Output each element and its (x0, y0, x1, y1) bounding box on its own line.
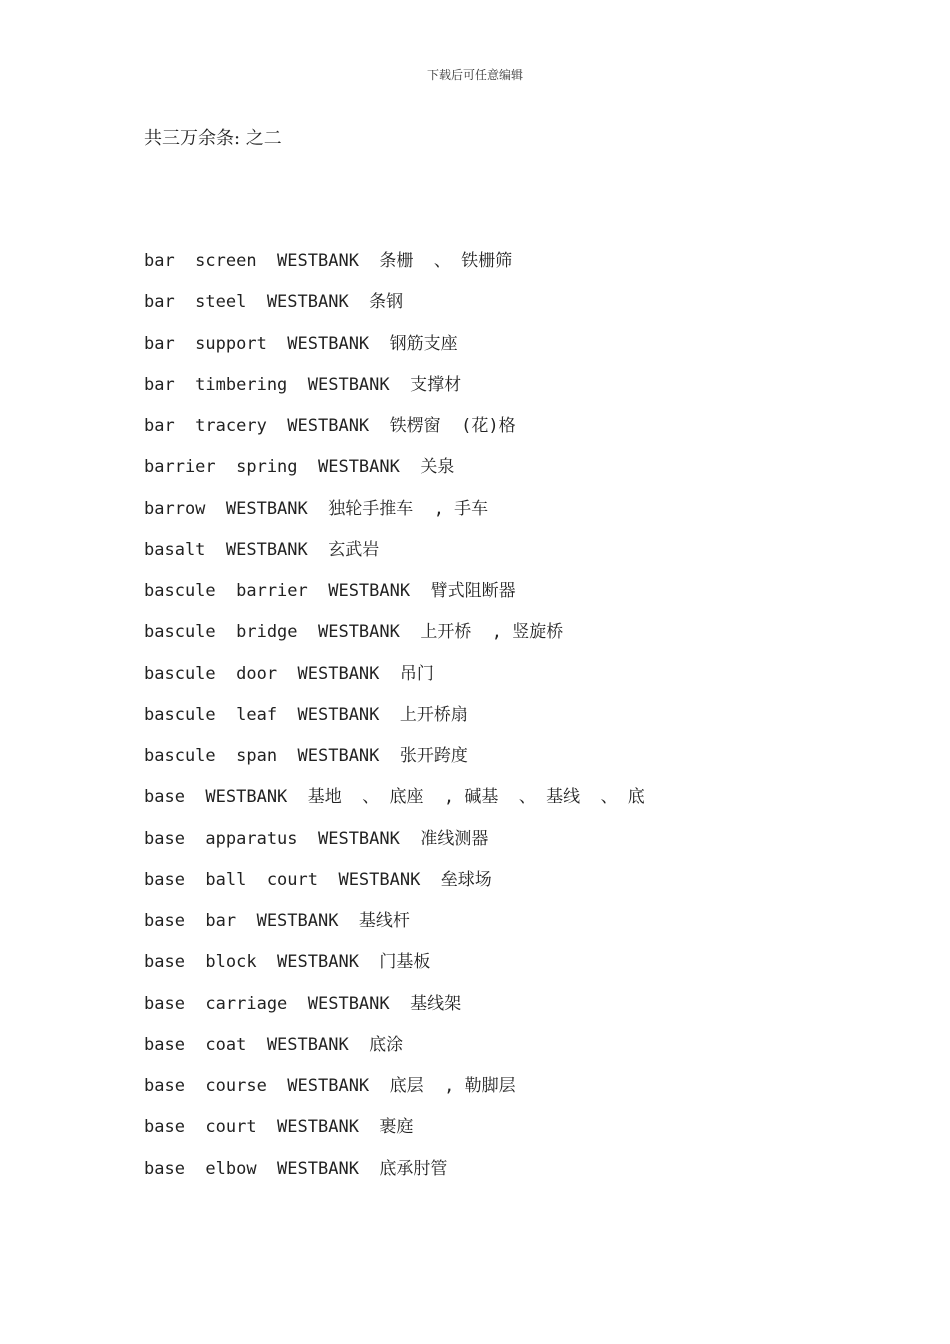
glossary-entry: barrier spring WESTBANK 关泉 (144, 457, 455, 478)
glossary-entry: basalt WESTBANK 玄武岩 (144, 539, 380, 560)
glossary-entry: bar support WESTBANK 钢筋支座 (144, 333, 458, 354)
glossary-entry: base WESTBANK 基地 、 底座 , 碱基 、 基线 、 底 (144, 787, 645, 808)
glossary-list (144, 246, 904, 1195)
glossary-entry: bar screen WESTBANK 条栅 、 铁栅筛 (144, 251, 513, 271)
glossary-entry: bascule door WESTBANK 吊门 (144, 663, 434, 684)
glossary-entry: base court WESTBANK 裹庭 (144, 1117, 414, 1138)
glossary-entry: base apparatus WESTBANK 准线测器 (144, 828, 489, 849)
glossary-entry: bascule barrier WESTBANK 臂式阻断器 (144, 581, 516, 601)
glossary-entry: bar timbering WESTBANK 支撑材 (144, 374, 462, 395)
glossary-entry: base coat WESTBANK 底涂 (144, 1034, 404, 1055)
document-title: 共三万余条: 之二 (144, 128, 282, 149)
glossary-entry: base course WESTBANK 底层 , 勒脚层 (144, 1076, 516, 1096)
page-header: 下载后可任意编辑 (426, 68, 523, 82)
glossary-entry: bar tracery WESTBANK 铁楞窗 (花)格 (144, 416, 516, 436)
glossary-entry: base elbow WESTBANK 底承肘管 (144, 1158, 448, 1179)
glossary-entry: base carriage WESTBANK 基线架 (144, 993, 462, 1014)
glossary-entry: base ball court WESTBANK 垒球场 (144, 869, 492, 890)
glossary-entry: bascule span WESTBANK 张开跨度 (144, 746, 468, 766)
glossary-entry: bascule leaf WESTBANK 上开桥扇 (144, 704, 468, 725)
glossary-entry: bar steel WESTBANK 条钢 (144, 292, 404, 313)
glossary-entry: bascule bridge WESTBANK 上开桥 , 竖旋桥 (144, 622, 564, 643)
glossary-entry: base bar WESTBANK 基线杆 (144, 911, 410, 931)
glossary-entry: barrow WESTBANK 独轮手推车 , 手车 (144, 498, 489, 519)
glossary-entry: base block WESTBANK 门基板 (144, 952, 431, 973)
